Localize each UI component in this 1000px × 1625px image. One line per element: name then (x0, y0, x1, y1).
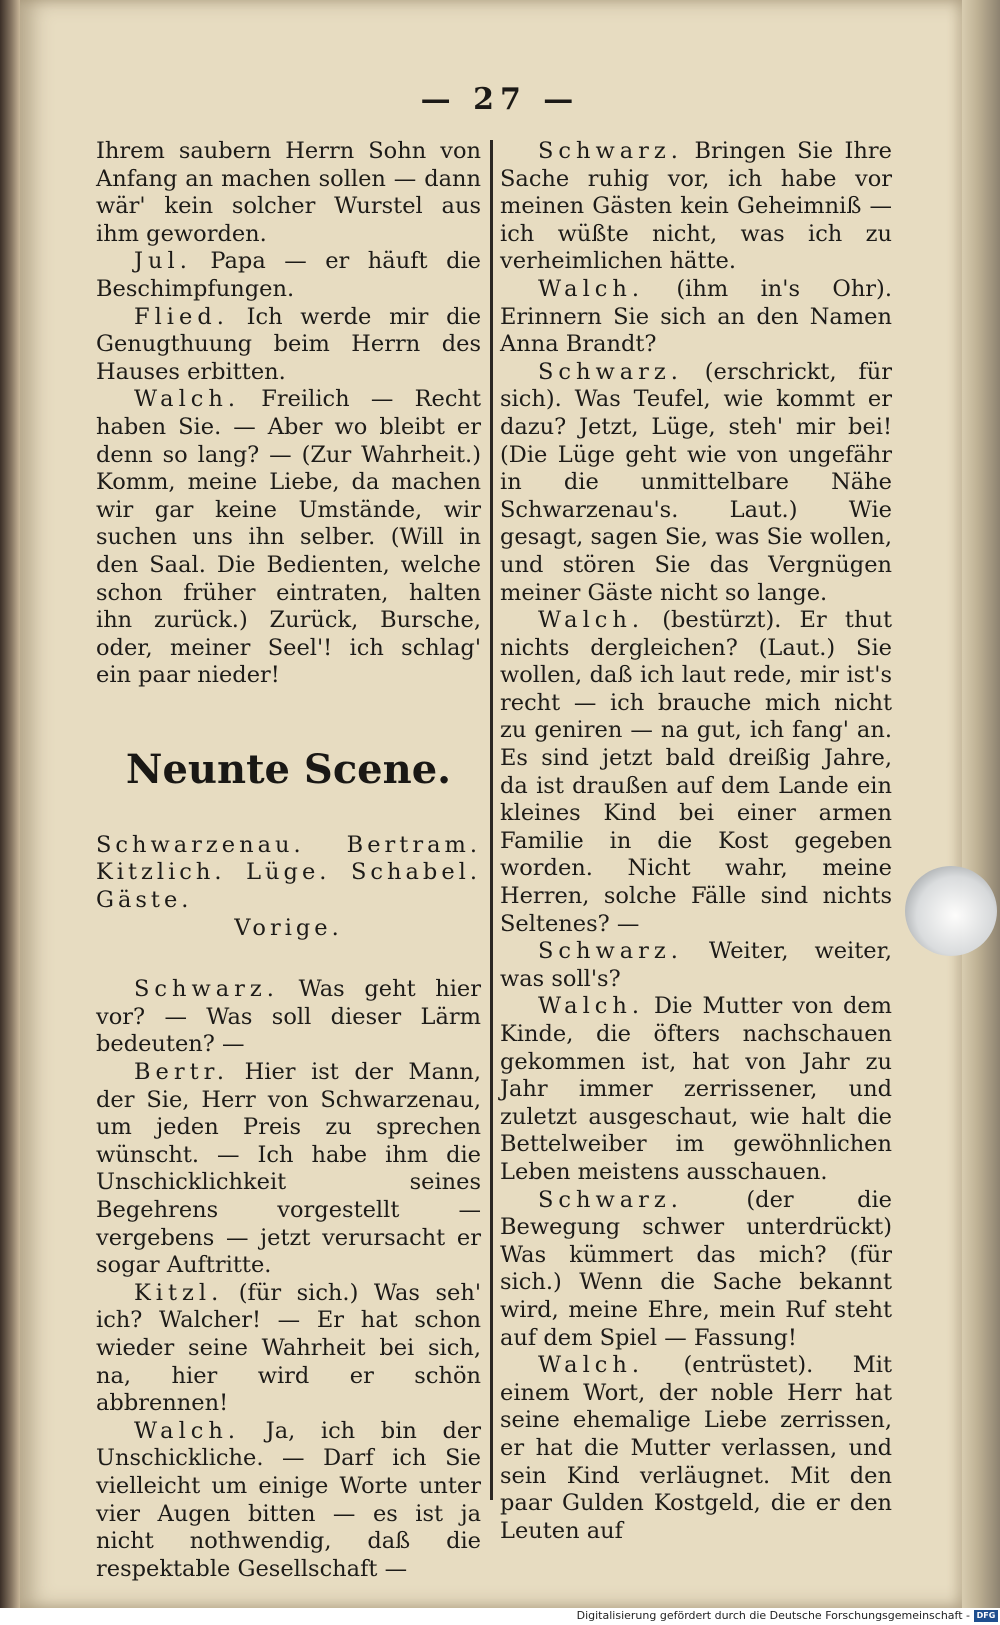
speech-text: (entrüstet). Mit einem Wort, der noble Herr hat seine ehemalige Liebe zerrissen, er hat die Mutter verlassen, und sein Kind verläugnet. Mit den paar Gulden Kostgeld, die er den Leuten auf (500, 1352, 892, 1544)
speech-text: Ich werde mir die Genugthuung beim Herrn des Hauses erbitten. (96, 303, 482, 385)
speech-schwarz (500, 1187, 892, 1353)
speech-schwarz (96, 976, 481, 1059)
speaker-name: Schwarz. (538, 1186, 683, 1213)
speech-text: (der die Bewegung schwer unterdrückt) Was kümmert das mich? (für sich.) Wenn die Sache bekannt wird, meine Ehre, mein Ruf steht auf dem Spiel — Fassung! (500, 1186, 892, 1351)
funding-credit: Digitalisierung gefördert durch die Deutsche Forschungsgemeinschaft - (576, 1609, 970, 1622)
speech-text: Die Mutter von dem Kinde, die öfters nachschauen gekommen ist, hat von Jahr zu Jahr immer zerrissener, und zuletzt ausgeschaut, wie halt die Bettelweiber im gewöhnlichen Leben meistens ausschauen. (500, 993, 892, 1185)
speech-text: Papa — er häuft die Beschimpfungen. (96, 248, 481, 302)
speech-schwarz (500, 138, 892, 276)
speech-walch (500, 607, 892, 938)
speaker-name: Walch. (538, 275, 645, 302)
speech-schwarz (500, 938, 892, 993)
speaker-name: Jul. (134, 248, 192, 275)
speaker-name: Schwarz. (538, 358, 683, 385)
speech-walch (500, 993, 892, 1186)
digitization-footer (0, 1608, 1000, 1625)
speech-text: Weiter, weiter, was soll's? (500, 938, 893, 992)
speaker-name: Walch. (134, 1417, 241, 1444)
dfg-logo: DFG (974, 1610, 998, 1622)
speaker-name: Walch. (538, 1352, 645, 1379)
speech-text: Hier ist der Mann, der Sie, Herr von Schwarzenau, um jeden Preis zu sprechen wünscht. — Ich habe ihm die Unschicklichkeit seines Begehrens vorgestellt — vergebens — jetzt verursacht er sogar Auftritte. (96, 1059, 481, 1279)
speech-text: (bestürzt). Er thut nichts dergleichen? (Laut.) Sie wollen, daß ich laut rede, mir ist's recht — ich brauche mich nicht zu geniren — na gut, ich fang' an. Es sind jetzt bald dreißig Jahre, da ist draußen auf dem Lande ein kleines Kind bei einer armen Familie in die Kost gegeben worden. Nicht wahr, meine Herren, solche Fälle sind nichts Seltenes? — (500, 607, 892, 937)
speaker-name: Bertr. (134, 1059, 230, 1086)
speech-bertr (96, 1059, 481, 1280)
column-divider (490, 140, 493, 1500)
speech-text: Freilich — Recht haben Sie. — Aber wo bleibt er denn so lang? — (Zur Wahrheit.) Komm, meine Liebe, da machen wir gar keine Umstände, wir suchen uns ihn selber. (Will in den Saal. Die Bedienten, welche schon früher eintraten, halten ihn zurück.) Zurück, Bursche, oder, meiner Seel'! ich schlag' ein paar nieder! (96, 386, 482, 689)
speech-schwarz (500, 359, 892, 607)
scene-title: Neunte Scene. (125, 745, 452, 793)
speaker-name: Kitzl. (134, 1279, 224, 1306)
spacer (96, 942, 481, 976)
speech-walch (96, 1418, 481, 1584)
speaker-name: Schwarz. (134, 976, 279, 1003)
book-spine (0, 0, 20, 1625)
left-column (96, 138, 481, 1583)
speech-text: (für sich.) Was seh' ich? Walcher! — Er hat schon wieder seine Wahrheit bei sich, na, hier wird er schön abbrennen! (96, 1279, 482, 1417)
speech-kitzl (96, 1280, 481, 1418)
speech-text: (erschrickt, für sich). Was Teufel, wie kommt er dazu? Jetzt, Lüge, steh' mir bei! (Die Lüge geht wie von ungefähr in die unmittelbare Nähe Schwarzenau's. Laut.) Wie gesagt, sagen Sie, was Sie wollen, und stören Sie das Vergnügen meiner Gäste nicht so lange. (500, 358, 892, 606)
speech-walch (500, 1352, 892, 1545)
speaker-name: Schwarz. (538, 938, 683, 965)
cast-list-continued: Vorige. (234, 914, 343, 941)
speech-walch (500, 276, 892, 359)
speech-walch (96, 386, 481, 690)
cast-list: Schwarzenau. Bertram. Kitzlich. Lüge. Schabel. Gäste. (96, 831, 481, 914)
right-column (500, 138, 892, 1545)
page-clip (905, 866, 997, 956)
paragraph: Ihrem saubern Herrn Sohn von Anfang an machen sollen — dann wär' kein solcher Wurstel aus ihm geworden. (96, 138, 481, 247)
speech-text: Was geht hier vor? — Was soll dieser Lärm bedeuten? — (96, 976, 481, 1058)
speaker-name: Flied. (134, 303, 229, 330)
page-edge (962, 0, 1000, 1608)
speaker-name: Walch. (538, 607, 645, 634)
speech-text: Bringen Sie Ihre Sache ruhig vor, ich habe vor meinen Gästen kein Geheimniß — ich wüßte nicht, was ich zu verheimlichen hätte. (500, 138, 892, 275)
speaker-name: Walch. (134, 386, 241, 413)
speech-text: (ihm in's Ohr). Erinnern Sie sich an den Namen Anna Brandt? (500, 275, 892, 358)
speech-jul (96, 248, 481, 303)
speaker-name: Schwarz. (538, 138, 683, 164)
speech-text: Ja, ich bin der Unschickliche. — Darf ich Sie vielleicht um einige Worte unter vier Augen bitten — es ist ja nicht nothwendig, daß die respektable Gesellschaft — (96, 1417, 481, 1582)
speech-flied (96, 304, 481, 387)
speaker-name: Walch. (538, 993, 645, 1020)
page-number: — 27 — (420, 82, 580, 117)
